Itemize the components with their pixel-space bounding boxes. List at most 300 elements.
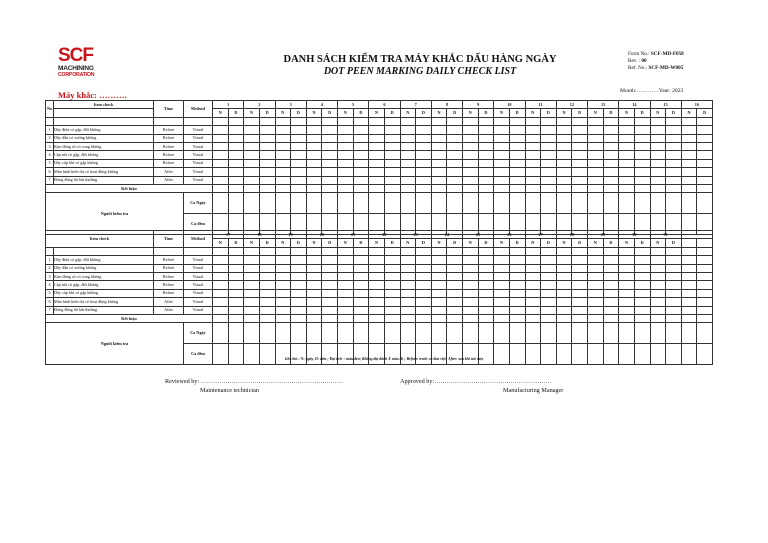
check-cell[interactable] [697,281,713,289]
signature-cell[interactable] [244,344,260,365]
check-cell[interactable] [369,306,385,314]
check-cell[interactable] [306,264,322,272]
check-cell[interactable] [634,176,650,184]
check-cell[interactable] [697,126,713,134]
result-cell[interactable] [697,314,713,322]
signature-cell[interactable] [556,344,572,365]
check-cell[interactable] [322,281,338,289]
signature-cell[interactable] [259,193,275,214]
result-cell[interactable] [478,184,494,192]
check-cell[interactable] [556,289,572,297]
check-cell[interactable] [400,298,416,306]
signature-cell[interactable] [681,323,697,344]
check-cell[interactable] [322,298,338,306]
result-cell[interactable] [666,314,682,322]
check-cell[interactable] [353,306,369,314]
signature-cell[interactable] [509,323,525,344]
check-cell[interactable] [588,142,604,150]
check-cell[interactable] [275,134,291,142]
check-cell[interactable] [447,272,463,280]
check-cell[interactable] [603,134,619,142]
check-cell[interactable] [650,176,666,184]
result-cell[interactable] [431,314,447,322]
check-cell[interactable] [463,281,479,289]
check-cell[interactable] [666,298,682,306]
check-cell[interactable] [509,126,525,134]
check-cell[interactable] [572,151,588,159]
result-cell[interactable] [681,184,697,192]
check-cell[interactable] [634,264,650,272]
check-cell[interactable] [369,142,385,150]
result-cell[interactable] [384,184,400,192]
check-cell[interactable] [259,298,275,306]
check-cell[interactable] [291,159,307,167]
result-cell[interactable] [463,184,479,192]
check-cell[interactable] [306,126,322,134]
signature-cell[interactable] [353,193,369,214]
check-cell[interactable] [400,306,416,314]
check-cell[interactable] [306,306,322,314]
check-cell[interactable] [541,126,557,134]
check-cell[interactable] [525,176,541,184]
check-cell[interactable] [478,281,494,289]
check-cell[interactable] [384,168,400,176]
signature-cell[interactable] [338,323,354,344]
check-cell[interactable] [681,159,697,167]
check-cell[interactable] [447,168,463,176]
signature-cell[interactable] [666,323,682,344]
signature-cell[interactable] [400,323,416,344]
check-cell[interactable] [525,126,541,134]
check-cell[interactable] [525,256,541,264]
check-cell[interactable] [228,134,244,142]
check-cell[interactable] [494,168,510,176]
check-cell[interactable] [244,126,260,134]
signature-cell[interactable] [681,193,697,214]
check-cell[interactable] [306,298,322,306]
check-cell[interactable] [384,151,400,159]
check-cell[interactable] [634,126,650,134]
check-cell[interactable] [213,176,229,184]
check-cell[interactable] [572,142,588,150]
check-cell[interactable] [400,126,416,134]
result-cell[interactable] [525,184,541,192]
check-cell[interactable] [431,289,447,297]
check-cell[interactable] [634,298,650,306]
check-cell[interactable] [541,256,557,264]
check-cell[interactable] [556,159,572,167]
check-cell[interactable] [588,159,604,167]
result-cell[interactable] [416,184,432,192]
signature-cell[interactable] [634,193,650,214]
check-cell[interactable] [259,151,275,159]
check-cell[interactable] [447,289,463,297]
check-cell[interactable] [244,134,260,142]
check-cell[interactable] [619,281,635,289]
check-cell[interactable] [259,134,275,142]
signature-cell[interactable] [525,323,541,344]
check-cell[interactable] [588,168,604,176]
check-cell[interactable] [697,289,713,297]
check-cell[interactable] [650,306,666,314]
check-cell[interactable] [353,272,369,280]
check-cell[interactable] [322,142,338,150]
check-cell[interactable] [400,159,416,167]
check-cell[interactable] [556,298,572,306]
check-cell[interactable] [478,176,494,184]
check-cell[interactable] [228,272,244,280]
signature-cell[interactable] [384,193,400,214]
check-cell[interactable] [478,134,494,142]
signature-cell[interactable] [353,323,369,344]
check-cell[interactable] [650,264,666,272]
result-cell[interactable] [494,314,510,322]
check-cell[interactable] [634,289,650,297]
result-cell[interactable] [353,184,369,192]
check-cell[interactable] [666,168,682,176]
check-cell[interactable] [369,126,385,134]
check-cell[interactable] [431,142,447,150]
check-cell[interactable] [431,281,447,289]
result-cell[interactable] [650,184,666,192]
check-cell[interactable] [353,126,369,134]
check-cell[interactable] [619,134,635,142]
check-cell[interactable] [494,126,510,134]
check-cell[interactable] [416,159,432,167]
check-cell[interactable] [369,134,385,142]
check-cell[interactable] [681,272,697,280]
check-cell[interactable] [228,306,244,314]
check-cell[interactable] [338,176,354,184]
signature-cell[interactable] [369,323,385,344]
signature-cell[interactable] [603,344,619,365]
result-cell[interactable] [509,314,525,322]
result-cell[interactable] [572,184,588,192]
check-cell[interactable] [619,142,635,150]
signature-cell[interactable] [338,344,354,365]
check-cell[interactable] [556,142,572,150]
signature-cell[interactable] [400,344,416,365]
signature-cell[interactable] [681,344,697,365]
result-cell[interactable] [213,314,229,322]
check-cell[interactable] [572,272,588,280]
check-cell[interactable] [697,159,713,167]
signature-cell[interactable] [431,344,447,365]
check-cell[interactable] [244,159,260,167]
check-cell[interactable] [306,281,322,289]
check-cell[interactable] [338,159,354,167]
signature-cell[interactable] [634,344,650,365]
check-cell[interactable] [463,176,479,184]
check-cell[interactable] [509,176,525,184]
check-cell[interactable] [525,298,541,306]
check-cell[interactable] [244,306,260,314]
check-cell[interactable] [572,176,588,184]
check-cell[interactable] [681,306,697,314]
check-cell[interactable] [369,264,385,272]
check-cell[interactable] [603,159,619,167]
check-cell[interactable] [384,281,400,289]
result-cell[interactable] [431,184,447,192]
check-cell[interactable] [509,134,525,142]
result-cell[interactable] [244,184,260,192]
check-cell[interactable] [416,289,432,297]
check-cell[interactable] [384,289,400,297]
signature-cell[interactable] [588,323,604,344]
signature-cell[interactable] [259,344,275,365]
result-cell[interactable] [681,314,697,322]
check-cell[interactable] [353,142,369,150]
check-cell[interactable] [275,142,291,150]
result-cell[interactable] [619,314,635,322]
check-cell[interactable] [244,281,260,289]
check-cell[interactable] [650,151,666,159]
result-cell[interactable] [228,314,244,322]
check-cell[interactable] [603,264,619,272]
check-cell[interactable] [603,272,619,280]
check-cell[interactable] [384,306,400,314]
check-cell[interactable] [431,272,447,280]
check-cell[interactable] [525,272,541,280]
check-cell[interactable] [572,264,588,272]
result-cell[interactable] [650,314,666,322]
check-cell[interactable] [384,272,400,280]
check-cell[interactable] [572,126,588,134]
check-cell[interactable] [619,289,635,297]
check-cell[interactable] [509,142,525,150]
check-cell[interactable] [369,289,385,297]
check-cell[interactable] [416,126,432,134]
check-cell[interactable] [353,289,369,297]
check-cell[interactable] [447,151,463,159]
signature-cell[interactable] [603,323,619,344]
check-cell[interactable] [228,176,244,184]
result-cell[interactable] [447,314,463,322]
check-cell[interactable] [306,176,322,184]
result-cell[interactable] [384,314,400,322]
check-cell[interactable] [634,142,650,150]
result-cell[interactable] [369,184,385,192]
check-cell[interactable] [619,298,635,306]
check-cell[interactable] [291,272,307,280]
check-cell[interactable] [463,298,479,306]
check-cell[interactable] [619,176,635,184]
signature-cell[interactable] [509,344,525,365]
result-cell[interactable] [322,184,338,192]
check-cell[interactable] [353,134,369,142]
check-cell[interactable] [431,134,447,142]
check-cell[interactable] [603,168,619,176]
signature-cell[interactable] [650,323,666,344]
check-cell[interactable] [259,126,275,134]
signature-cell[interactable] [478,323,494,344]
check-cell[interactable] [697,298,713,306]
check-cell[interactable] [447,256,463,264]
check-cell[interactable] [650,256,666,264]
check-cell[interactable] [650,298,666,306]
check-cell[interactable] [291,134,307,142]
check-cell[interactable] [525,306,541,314]
check-cell[interactable] [634,256,650,264]
check-cell[interactable] [588,289,604,297]
check-cell[interactable] [681,298,697,306]
check-cell[interactable] [259,306,275,314]
check-cell[interactable] [291,289,307,297]
check-cell[interactable] [603,256,619,264]
signature-cell[interactable] [494,323,510,344]
signature-cell[interactable] [556,323,572,344]
check-cell[interactable] [494,289,510,297]
check-cell[interactable] [619,126,635,134]
check-cell[interactable] [275,176,291,184]
check-cell[interactable] [697,142,713,150]
check-cell[interactable] [556,151,572,159]
result-cell[interactable] [603,184,619,192]
check-cell[interactable] [447,298,463,306]
signature-cell[interactable] [509,193,525,214]
check-cell[interactable] [603,176,619,184]
check-cell[interactable] [400,272,416,280]
check-cell[interactable] [619,272,635,280]
check-cell[interactable] [291,142,307,150]
signature-cell[interactable] [697,193,713,214]
check-cell[interactable] [509,306,525,314]
check-cell[interactable] [463,256,479,264]
check-cell[interactable] [322,134,338,142]
check-cell[interactable] [213,151,229,159]
check-cell[interactable] [400,168,416,176]
signature-cell[interactable] [650,193,666,214]
signature-cell[interactable] [244,193,260,214]
check-cell[interactable] [275,289,291,297]
check-cell[interactable] [259,256,275,264]
check-cell[interactable] [275,306,291,314]
check-cell[interactable] [384,298,400,306]
signature-cell[interactable] [556,193,572,214]
signature-cell[interactable] [697,344,713,365]
check-cell[interactable] [681,168,697,176]
check-cell[interactable] [275,126,291,134]
signature-cell[interactable] [213,344,229,365]
check-cell[interactable] [244,289,260,297]
check-cell[interactable] [291,168,307,176]
check-cell[interactable] [306,151,322,159]
signature-cell[interactable] [697,323,713,344]
check-cell[interactable] [525,159,541,167]
check-cell[interactable] [463,272,479,280]
check-cell[interactable] [431,176,447,184]
check-cell[interactable] [213,134,229,142]
check-cell[interactable] [213,289,229,297]
check-cell[interactable] [588,298,604,306]
signature-cell[interactable] [541,344,557,365]
check-cell[interactable] [478,142,494,150]
check-cell[interactable] [353,159,369,167]
signature-cell[interactable] [494,193,510,214]
check-cell[interactable] [369,168,385,176]
check-cell[interactable] [603,126,619,134]
signature-cell[interactable] [619,193,635,214]
signature-cell[interactable] [291,193,307,214]
check-cell[interactable] [556,126,572,134]
check-cell[interactable] [275,298,291,306]
check-cell[interactable] [338,281,354,289]
check-cell[interactable] [228,159,244,167]
check-cell[interactable] [259,176,275,184]
check-cell[interactable] [353,256,369,264]
check-cell[interactable] [650,168,666,176]
check-cell[interactable] [681,281,697,289]
check-cell[interactable] [650,134,666,142]
signature-cell[interactable] [228,193,244,214]
check-cell[interactable] [494,134,510,142]
check-cell[interactable] [431,298,447,306]
check-cell[interactable] [634,272,650,280]
check-cell[interactable] [244,272,260,280]
result-cell[interactable] [634,184,650,192]
check-cell[interactable] [541,151,557,159]
check-cell[interactable] [572,134,588,142]
check-cell[interactable] [259,281,275,289]
check-cell[interactable] [213,168,229,176]
check-cell[interactable] [447,159,463,167]
check-cell[interactable] [541,168,557,176]
check-cell[interactable] [244,168,260,176]
check-cell[interactable] [463,142,479,150]
check-cell[interactable] [416,168,432,176]
check-cell[interactable] [338,142,354,150]
check-cell[interactable] [275,281,291,289]
check-cell[interactable] [416,281,432,289]
check-cell[interactable] [697,256,713,264]
check-cell[interactable] [431,256,447,264]
result-cell[interactable] [369,314,385,322]
check-cell[interactable] [650,159,666,167]
check-cell[interactable] [463,126,479,134]
check-cell[interactable] [634,281,650,289]
check-cell[interactable] [525,281,541,289]
check-cell[interactable] [416,142,432,150]
check-cell[interactable] [244,298,260,306]
check-cell[interactable] [509,281,525,289]
signature-cell[interactable] [228,344,244,365]
signature-cell[interactable] [431,193,447,214]
signature-cell[interactable] [306,193,322,214]
check-cell[interactable] [650,281,666,289]
signature-cell[interactable] [463,323,479,344]
check-cell[interactable] [541,281,557,289]
check-cell[interactable] [509,298,525,306]
check-cell[interactable] [353,264,369,272]
check-cell[interactable] [431,306,447,314]
check-cell[interactable] [588,176,604,184]
check-cell[interactable] [322,306,338,314]
check-cell[interactable] [228,264,244,272]
check-cell[interactable] [447,134,463,142]
check-cell[interactable] [697,176,713,184]
check-cell[interactable] [603,289,619,297]
check-cell[interactable] [275,264,291,272]
signature-cell[interactable] [244,323,260,344]
check-cell[interactable] [463,159,479,167]
check-cell[interactable] [228,289,244,297]
signature-cell[interactable] [416,193,432,214]
check-cell[interactable] [619,151,635,159]
check-cell[interactable] [244,256,260,264]
check-cell[interactable] [588,281,604,289]
result-cell[interactable] [416,314,432,322]
check-cell[interactable] [556,168,572,176]
